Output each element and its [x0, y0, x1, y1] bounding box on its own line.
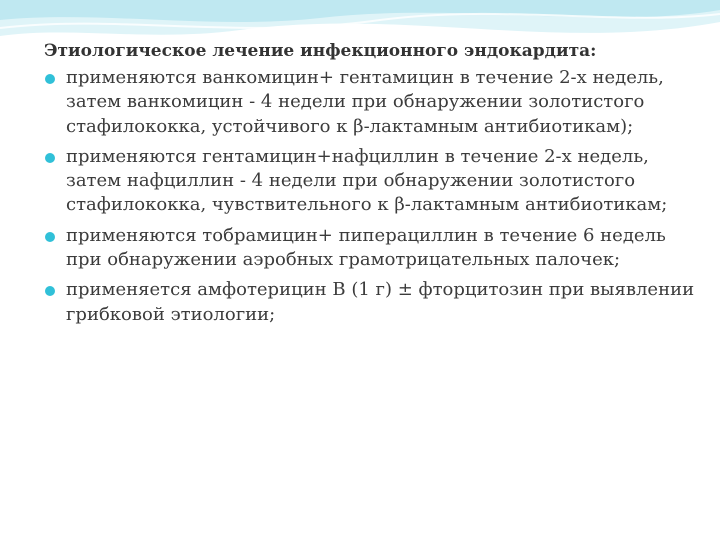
bullet-dot-icon: [45, 153, 55, 163]
bullet-text: применяется амфотерицин В (1 г) ± фторцитозин при выявлении грибковой этиологии;: [66, 279, 695, 325]
bullet-item: [44, 66, 704, 139]
slide-title: Этиологическое лечение инфекционного эндокардита:: [44, 41, 597, 61]
bullet-item: [44, 224, 704, 273]
bullet-dot-icon: [45, 232, 55, 242]
bullet-text: применяются гентамицин+нафциллин в течение 2-х недель, затем нафциллин - 4 недели при обнаружении золотистого стафилококка, чувствительного к β-лактамным антибиотикам;: [66, 145, 668, 216]
bullet-dot-icon: [45, 74, 55, 84]
bullet-item: [44, 278, 704, 327]
bullet-item: [44, 145, 704, 218]
bullet-text: применяются ванкомицин+ гентамицин в течение 2-х недель, затем ванкомицин - 4 недели при обнаружении золотистого стафилококка, устойчивого к β-лактамным антибиотикам);: [66, 67, 664, 137]
slide-content: [44, 38, 704, 333]
bullet-text: применяются тобрамицин+ пиперациллин в течение 6 недель при обнаружении аэробных грамотрицательных палочек;: [66, 224, 666, 271]
bullet-dot-icon: [45, 286, 55, 296]
bullet-list: [44, 66, 704, 327]
